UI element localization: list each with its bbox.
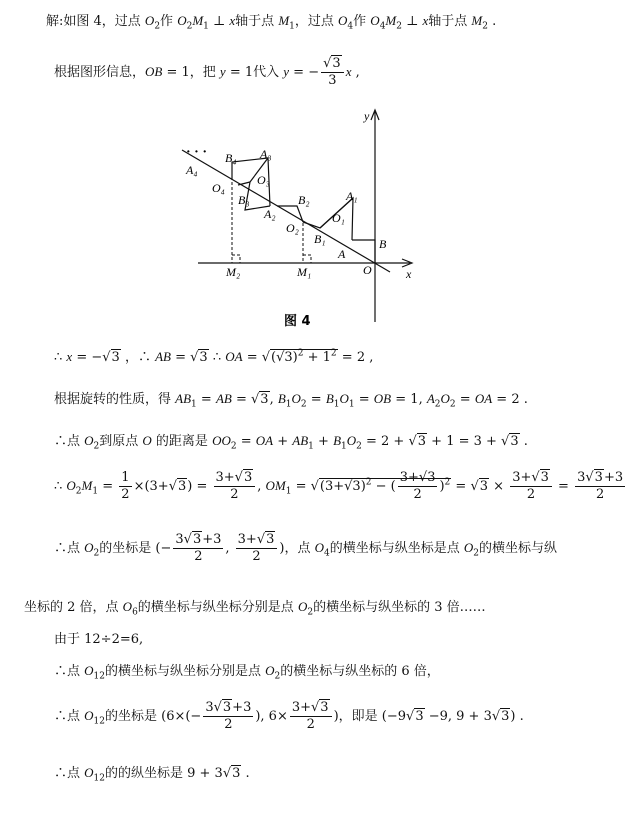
label-O4: O₄ xyxy=(212,181,225,195)
solution-line-10: ∴点 $O_{12}$的横坐标与纵坐标分别是点 $O_2$的横坐标与纵坐标的 6 倍， xyxy=(54,663,440,682)
solution-line-8: 坐标的 2 倍，点 $O_6$的横坐标与纵坐标分别是点 $O_2$的横坐标与纵坐标的 3 倍…… xyxy=(24,599,486,618)
solution-line-2: 根据图形信息，OB = 1，把 y = 1代入 y = − $\frac{√3}{3}$ x , xyxy=(54,56,360,88)
label-B3: B₃ xyxy=(238,193,250,207)
label-A4: A₄ xyxy=(186,163,198,177)
solution-line-6: ∴ $O_2M_1$ = $\frac{1}{2}$ ×(3+√3) = $\frac{3+√3}{2}$ , $OM_1 = √(3+√3)^2$ − ( $\frac{3+√3}{2}$ )$^2$ = √3 × $\frac{3+√3}{2}$ = $\frac{3√3+3}{2}$ xyxy=(54,470,624,502)
label-O3: O₃ xyxy=(257,173,270,187)
label-M1: M₁ xyxy=(297,265,312,279)
solution-line-12: ∴点 $O_{12}$的的纵坐标是 9 + 3√3 . xyxy=(54,765,250,784)
figure-caption: 图 4 xyxy=(284,314,311,329)
solution-line-7: ∴点 $O_2$的坐标是 (− $\frac{3√3+3}{2}$ , $\frac{3+√3}{2}$ )，点 $O_4$的横坐标与纵坐标是点 $O_2$的横坐标与纵 xyxy=(54,532,558,564)
label-dots: · · · xyxy=(186,145,208,160)
solution-line-9: 由于 12÷2=6, xyxy=(54,632,144,647)
label-A3: A₃ xyxy=(260,147,272,161)
solution-line-11: ∴点 $O_{12}$的坐标是 (6×(− $\frac{3√3+3}{2}$ ), 6× $\frac{3+√3}{2}$ )，即是 (−9√3 −9, 9 + 3√3) . xyxy=(54,700,524,732)
solution-line-5: ∴点 $O_2$到原点 O 的距离是 $OO_2$ = OA + $AB_1 + B_1O_2 = 2 + √3 + 1 = 3 + √3$ . xyxy=(54,433,528,452)
label-B2: B₂ xyxy=(298,193,310,207)
solution-line-1: 解:如图 4，过点 $O_2$作 $O_2M_1$ ⊥ x轴于点 $M_1$，过点 $O_4$作 $O_4M_2$ ⊥ x轴于点 $M_2$ . xyxy=(46,13,497,32)
label-O: O xyxy=(363,263,372,277)
figure-4-diagram xyxy=(160,100,430,335)
label-y: y xyxy=(364,109,370,123)
label-B1: B₁ xyxy=(314,232,326,246)
slanted-line xyxy=(182,150,390,272)
label-A2: A₂ xyxy=(264,207,276,221)
label-M2: M₂ xyxy=(226,265,241,279)
solution-line-3: ∴ x = −√3 ，∴ AB = √3 ∴ OA = $√(√3)^2 + 1^2 = 2$ , xyxy=(54,348,374,365)
label-B4: B₄ xyxy=(225,151,237,165)
label-A: A xyxy=(338,247,346,261)
label-x: x xyxy=(406,267,412,281)
perpendicular-O2M1 xyxy=(303,223,311,263)
label-O2: O₂ xyxy=(286,221,299,235)
label-O1: O₁ xyxy=(332,211,345,225)
label-B: B xyxy=(379,237,387,251)
solution-line-4: 根据旋转的性质，得 $AB_1$ = AB = √3, $B_1O_2 = B_1O_1$ = OB = 1, $A_2O_2$ = OA = 2 . xyxy=(54,391,528,410)
label-A1: A₁ xyxy=(346,189,358,203)
y-axis xyxy=(371,110,379,322)
